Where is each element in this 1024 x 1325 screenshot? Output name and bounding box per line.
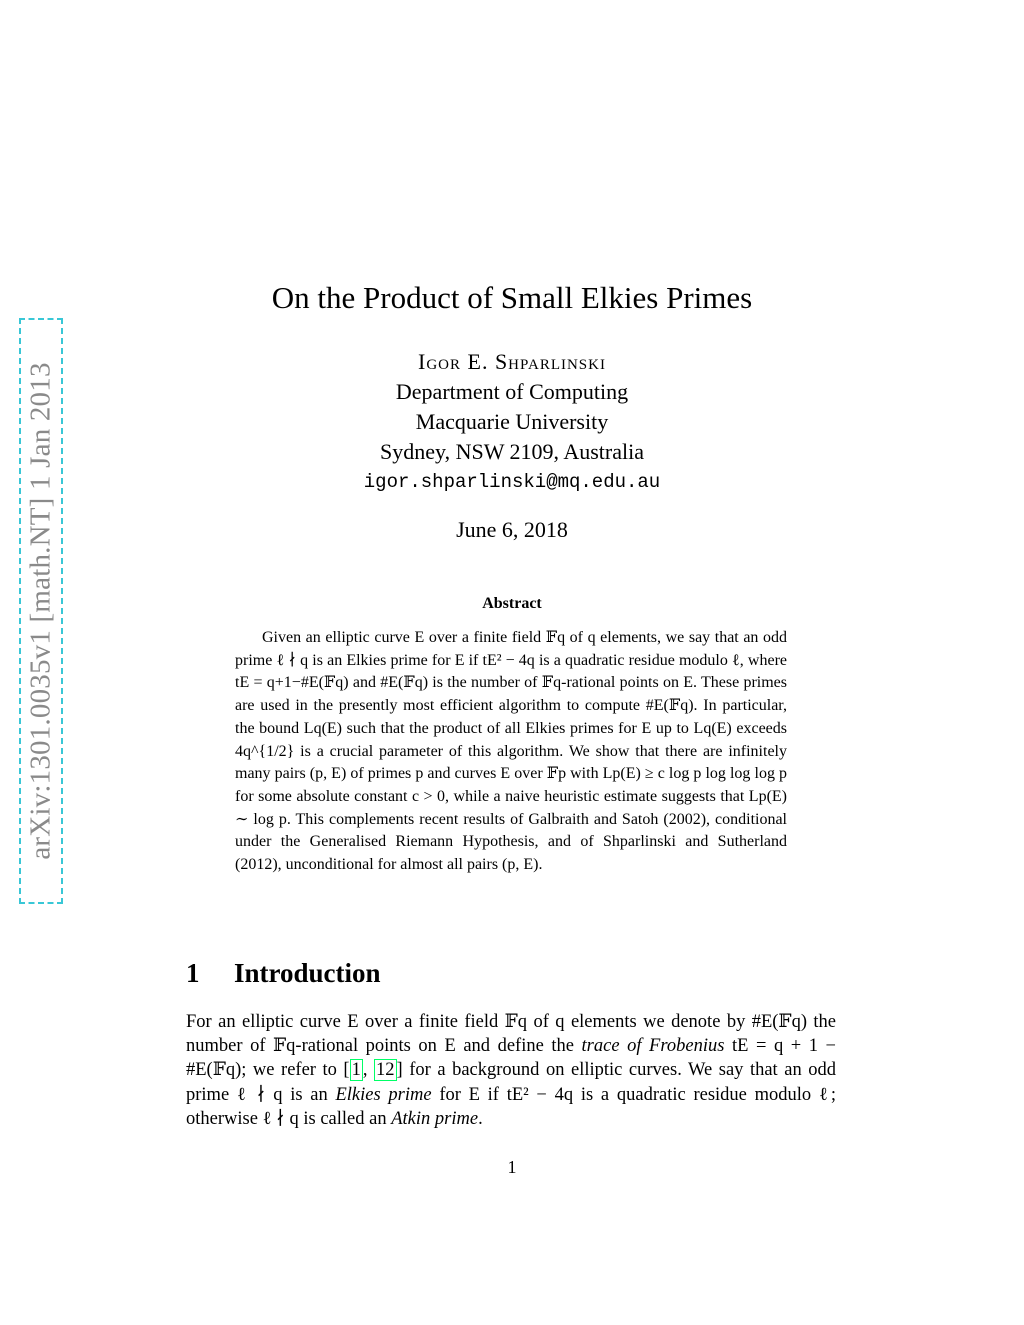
citation-link-12[interactable]: 12 [376, 1060, 395, 1081]
author-name: Igor E. Shparlinski [418, 349, 606, 374]
abstract-paragraph: Given an elliptic curve E over a finite field 𝔽q of q elements, we say that an odd prime ℓ ∤ q is an Elkies prime for E if tE² − 4q is a quadratic residue modulo ℓ, where tE = q+1−#E(𝔽q) and #E(𝔽q) is the number of 𝔽q-rational points on E. These primes are used in the presently most efficient algorithm to compute #E(𝔽q). In particular, the bound Lq(E) such that the product of all Elkies primes for E up to Lq(E) exceeds 4q^{1/2} is a crucial parameter of this algorithm. We show that there are infinitely many pairs (p, E) of primes p and curves E over 𝔽p with Lp(E) ≥ c log p log log log p for some absolute constant c > 0, while a naive heuristic estimate suggests that Lp(E) ∼ log p. This complements recent results of Galbraith and Satoh (2002), conditional under the Generalised Riemann Hypothesis, and of Shparlinski and Sutherland (2012), unconditional for almost all pairs (p, E). [235, 629, 787, 874]
page-number: 1 [507, 1157, 517, 1177]
intro-text-1: For an elliptic curve E over a finite field 𝔽q of q elements we denote by #E(𝔽q) the number of 𝔽q-rational points on E and define the [186, 1012, 836, 1057]
term-trace-of-frobenius: trace of Frobenius [581, 1036, 725, 1057]
intro-text-4: for E if tE² − 4q is a quadratic residue modulo ℓ; otherwise ℓ ∤ q is called an [186, 1084, 836, 1129]
author-email: igor.shparlinski@mq.edu.au [363, 471, 661, 493]
section-number: 1 [186, 958, 200, 988]
arxiv-identifier: arXiv:1301.0035v1 [math.NT] 1 Jan 2013 [24, 362, 57, 860]
introduction-paragraph [186, 1010, 836, 1131]
paper-title: On the Product of Small Elkies Primes [271, 280, 753, 315]
abstract-body [235, 627, 787, 877]
section-title: Introduction [234, 958, 381, 988]
term-elkies-prime: Elkies prime [335, 1084, 432, 1105]
author-address: Sydney, NSW 2109, Australia [380, 439, 644, 464]
abstract-heading: Abstract [482, 595, 542, 612]
introduction-body [186, 1010, 836, 1131]
citation-link-1[interactable]: 1 [351, 1060, 361, 1081]
intro-text-3: ] for a background on elliptic curves. We say that an odd prime ℓ ∤ q is an [186, 1060, 836, 1105]
author-university: Macquarie University [415, 409, 609, 434]
author-department: Department of Computing [395, 379, 629, 404]
intro-text-5: . [478, 1108, 483, 1129]
section-heading-introduction [186, 958, 381, 989]
citation-separator: , [362, 1060, 375, 1081]
paper-date: June 6, 2018 [456, 517, 568, 542]
term-atkin-prime: Atkin prime [391, 1108, 479, 1129]
intro-text-2: tE = q + 1 − #E(𝔽q); we refer to [ [186, 1036, 836, 1081]
